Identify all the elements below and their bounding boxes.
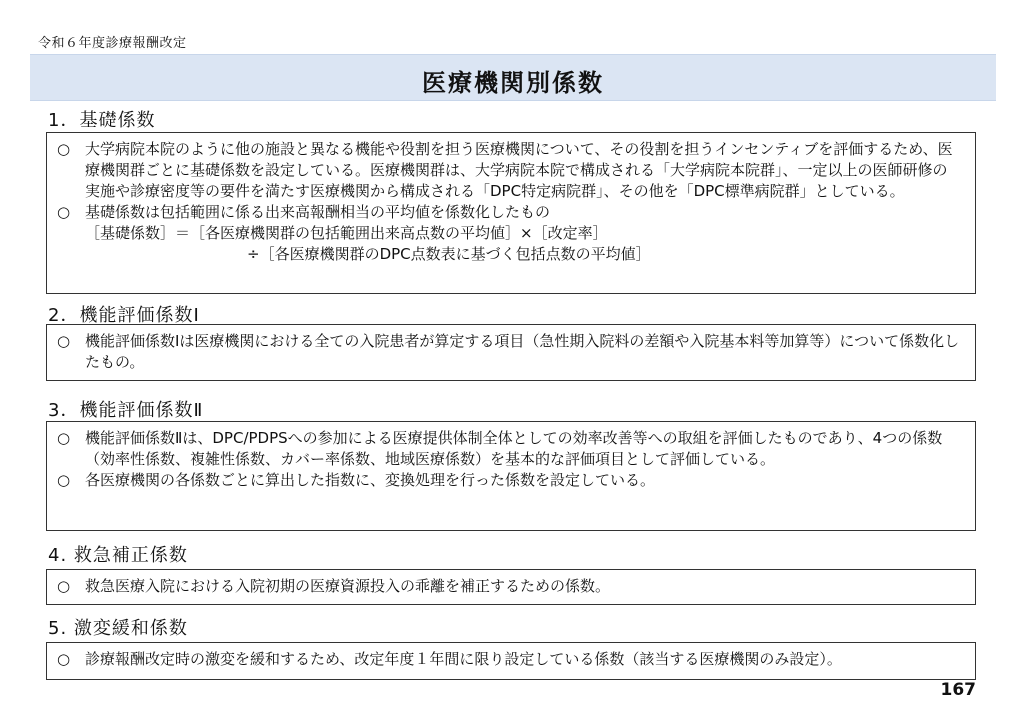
- list-item: [57, 202, 961, 223]
- section-heading-function-coefficient-1: 2．機能評価係数Ⅰ: [48, 305, 200, 326]
- bullet: ○: [57, 429, 71, 447]
- section-heading-function-coefficient-2: 3．機能評価係数Ⅱ: [48, 400, 204, 421]
- revision-label: 令和６年度診療報酬改定: [38, 36, 187, 51]
- section-box-emergency-coefficient: [46, 569, 976, 605]
- page-title: 医療機関別係数: [422, 69, 604, 97]
- formula-line-2: ÷［各医療機関群のDPC点数表に基づく包括点数の平均値］: [247, 245, 651, 263]
- page-number: 167: [940, 680, 976, 700]
- list-item: [57, 331, 961, 373]
- item-text: 救急医療入院における入院初期の医療資源投入の乖離を補正するための係数。: [85, 577, 611, 595]
- item-text: 機能評価係数Ⅱは、DPC/PDPSへの参加による医療提供体制全体としての効率改善等への取組を評価したものであり、4つの係数（効率性係数、複雑性係数、カバー率係数、地域医療係数）を基本的な評価項目として評価している。: [85, 429, 943, 468]
- item-text: 基礎係数は包括範囲に係る出来高報酬相当の平均値を係数化したもの: [85, 203, 551, 221]
- bullet: ○: [57, 140, 71, 158]
- list-item: [57, 470, 961, 491]
- item-text: 機能評価係数Ⅰは医療機関における全ての入院患者が算定する項目（急性期入院料の差額や入院基本料等加算等）について係数化したもの。: [85, 332, 960, 371]
- list-item: [57, 428, 961, 470]
- section-box-basic-coefficient: [46, 132, 976, 294]
- list-item: [57, 139, 961, 202]
- formula-line-1: ［基礎係数］＝［各医療機関群の包括範囲出来高点数の平均値］×［改定率］: [85, 224, 608, 242]
- bullet: ○: [57, 471, 71, 489]
- item-text: 診療報酬改定時の激変を緩和するため、改定年度１年間に限り設定している係数（該当する医療機関のみ設定）。: [85, 650, 842, 668]
- list-item: [57, 649, 961, 670]
- bullet: ○: [57, 650, 71, 668]
- section-heading-basic-coefficient: 1．基礎係数: [48, 110, 156, 131]
- section-box-function-coefficient-1: [46, 324, 976, 381]
- section-box-mitigation-coefficient: [46, 642, 976, 680]
- bullet: ○: [57, 332, 71, 350]
- item-text: 大学病院本院のように他の施設と異なる機能や役割を担う医療機関について、その役割を担うインセンティブを評価するため、医療機関群ごとに基礎係数を設定している。医療機関群は、大学病院本院で構成される「大学病院本院群」、一定以上の医師研修の実施や診療密度等の要件を満たす医療機関から構成される「DPC特定病院群」、その他を「DPC標準病院群」としている。: [85, 140, 953, 200]
- list-item: [57, 576, 961, 597]
- bullet: ○: [57, 203, 71, 221]
- bullet: ○: [57, 577, 71, 595]
- title-band: [30, 54, 996, 101]
- section-heading-emergency-coefficient: 4. 救急補正係数: [48, 545, 188, 566]
- section-heading-mitigation-coefficient: 5. 激変緩和係数: [48, 618, 188, 639]
- item-text: 各医療機関の各係数ごとに算出した指数に、変換処理を行った係数を設定している。: [85, 471, 656, 489]
- section-box-function-coefficient-2: [46, 421, 976, 531]
